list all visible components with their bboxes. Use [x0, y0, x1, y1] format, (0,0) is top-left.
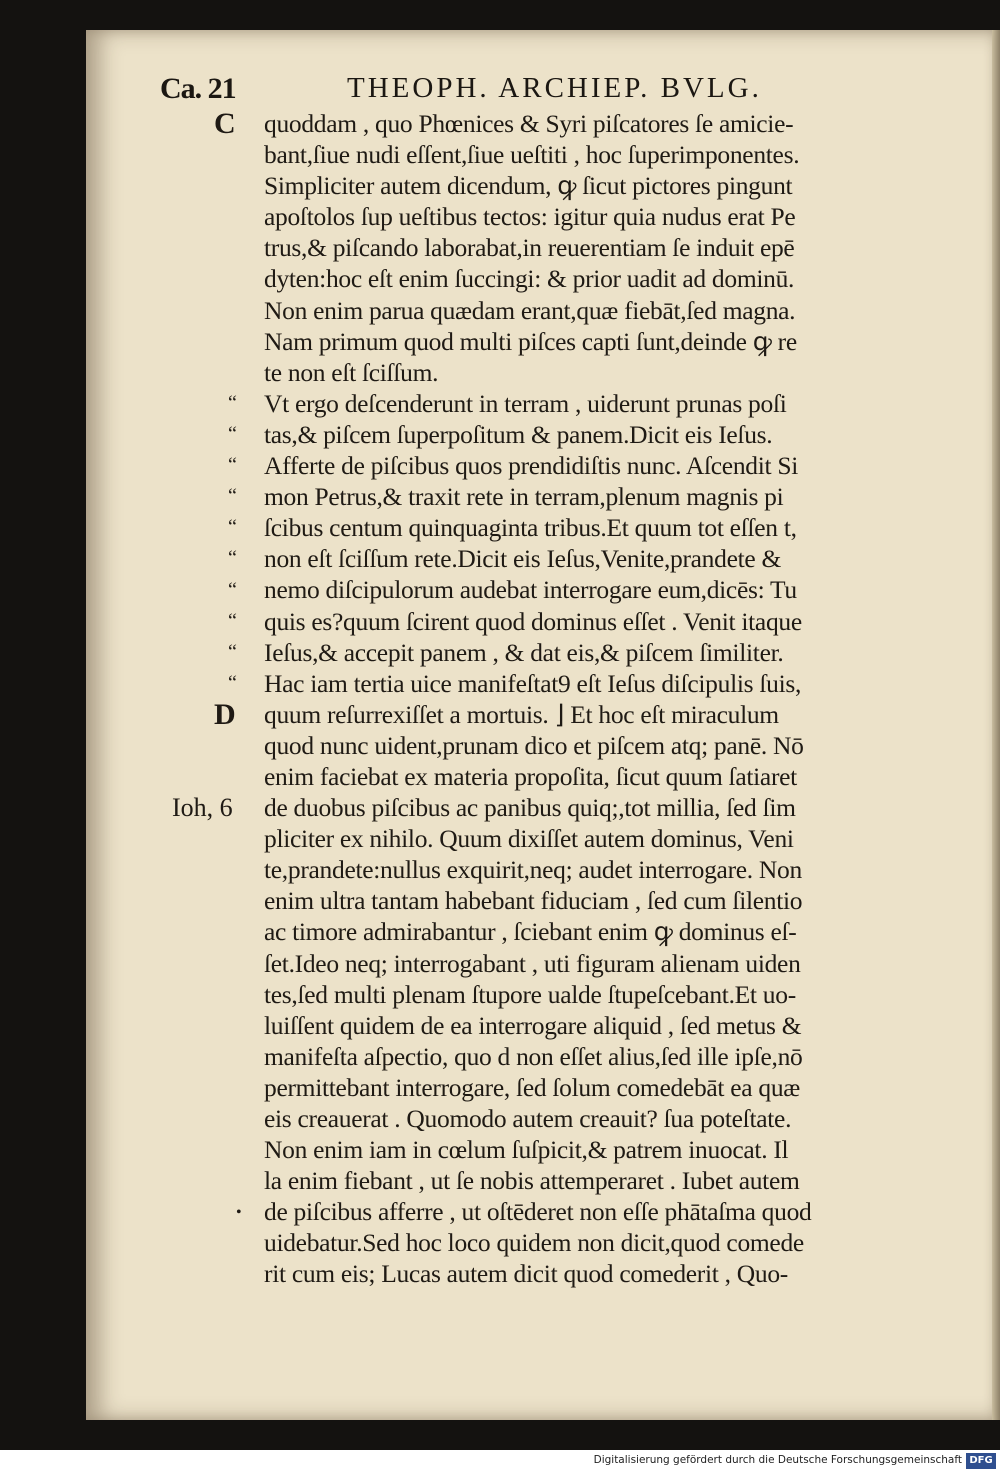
margin-quote-mark: “ [228, 485, 235, 508]
text-line: Hac iam tertia uice manifeſtat9 eſt Ieſus diſcipulis ſuis, [264, 668, 802, 698]
text-line: Ieſus,& accepit panem , & dat eis,& piſcem ſimiliter. [264, 637, 784, 667]
running-header [160, 72, 880, 112]
margin-quote-mark: “ [228, 578, 235, 601]
text-line: permittebant interrogare, ſed ſolum comedebāt ea quæ [264, 1072, 800, 1102]
margin-mark-letter: D [214, 697, 236, 731]
text-line: Non enim iam in cœlum ſuſpicit,& patrem inuocat. Il [264, 1135, 789, 1165]
margin-mark-letter: C [214, 107, 236, 140]
text-line: uidebatur.Sed hoc loco quidem non dicit,quod comede [264, 1228, 804, 1258]
text-line: luiſſent quidem de ea interrogare aliquid , ſed metus & [264, 1010, 802, 1040]
text-line: mon Petrus,& traxit rete in terram,plenum magnis pi [264, 482, 784, 512]
text-line: de piſcibus afferre , ut oſtēderet non eſſe phātaſma quod [264, 1197, 812, 1227]
page-edge [992, 30, 1000, 1420]
body-text [264, 108, 964, 1290]
margin-quote-mark: “ [228, 671, 235, 694]
text-line: de duobus piſcibus ac panibus quiq;,tot millia, ſed ſim [264, 793, 796, 823]
margin-quote-mark: “ [228, 609, 235, 632]
text-line: rit cum eis; Lucas autem dicit quod comederit , Quo- [264, 1259, 788, 1289]
footer-credit: Digitalisierung gefördert durch die Deutsche Forschungsgemeinschaft [593, 1454, 962, 1466]
text-line: pliciter ex nihilo. Quum dixiſſet autem dominus, Veni [264, 824, 794, 854]
margin-bullet: • [236, 1203, 242, 1221]
text-line: bant,ſiue nudi eſſent,ſiue ueſtiti , hoc ſuperimponentes. [264, 140, 800, 170]
text-line: la enim fiebant , ut ſe nobis attemperaret . Iubet autem [264, 1166, 800, 1196]
text-line: enim faciebat ex materia propoſita, ſicut quum ſatiaret [264, 761, 797, 791]
dfg-logo: DFG [966, 1453, 996, 1469]
chapter-number: Ca. 21 [160, 72, 236, 105]
running-title: THEOPH. ARCHIEP. BVLG. [347, 72, 762, 104]
text-line: tas,& piſcem ſuperpoſitum & panem.Dicit eis Ieſus. [264, 419, 773, 449]
text-line: ſet.Ideo neq; interrogabant , uti figuram alienam uiden [264, 948, 801, 978]
text-line: enim ultra tantam habebant fiduciam , ſed cum ſilentio [264, 886, 803, 916]
margin-quote-mark: “ [228, 391, 235, 414]
text-line: ac timore admirabantur , ſciebant enim ꝙ dominus eſ- [264, 917, 797, 947]
text-line: eis creauerat . Quomodo autem creauit? ſua poteſtate. [264, 1104, 792, 1133]
text-line: trus,& piſcando laborabat,in reuerentiam ſe induit epē [264, 233, 795, 263]
text-line: non eſt ſciſſum rete.Dicit eis Ieſus,Venite,prandete & [264, 544, 782, 574]
text-line: tes,ſed multi plenam ſtupore ualde ſtupeſcebant.Et uo- [264, 979, 796, 1009]
margin-quote-mark: “ [228, 454, 235, 477]
margin-quote-mark: “ [228, 547, 235, 570]
footer-bar [0, 1450, 1000, 1474]
text-line: Afferte de piſcibus quos prendidiſtis nunc. Aſcendit Si [264, 451, 799, 481]
margin-ref: Ioh, 6 [172, 793, 233, 823]
text-line: te,prandete:nullus exquirit,neq; audet interrogare. Non [264, 855, 802, 885]
text-line: te non eſt ſciſſum. [264, 357, 439, 387]
text-line: Simpliciter autem dicendum, ꝙ ſicut pictores pingunt [264, 171, 793, 201]
margin-quote-mark: “ [228, 423, 235, 445]
text-line: Non enim parua quædam erant,quæ fiebāt,ſed magna. [264, 295, 796, 325]
text-line: ſcibus centum quinquaginta tribus.Et quum tot eſſen t, [264, 513, 797, 543]
text-line: quum reſurrexiſſet a mortuis. ⌋ Et hoc eſt miraculum [264, 699, 779, 729]
text-line: quod nunc uident,prunam dico et piſcem atq; panē. Nō [264, 730, 804, 760]
text-line: apoſtolos ſup ueſtibus tectos: igitur quia nudus erat Pe [264, 202, 796, 232]
text-line: manifeſta aſpectio, quo d non eſſet alius,ſed ille ipſe,nō [264, 1041, 803, 1071]
text-line: quis es?quum ſcirent quod dominus eſſet . Venit itaque [264, 606, 802, 636]
margin-quote-mark: “ [228, 640, 235, 663]
text-line: nemo diſcipulorum audebat interrogare eum,dicēs: Tu [264, 575, 797, 605]
text-line: Nam primum quod multi piſces capti ſunt,deinde ꝙ re [264, 326, 797, 356]
margin-quote-mark: “ [228, 516, 235, 539]
text-line: Vt ergo deſcenderunt in terram , uiderunt prunas poſi [264, 388, 787, 418]
text-line: dyten:hoc eſt enim ſuccingi: & prior uadit ad dominū. [264, 264, 795, 294]
text-line: quoddam , quo Phœnices & Syri piſcatores ſe amicie- [264, 109, 794, 138]
